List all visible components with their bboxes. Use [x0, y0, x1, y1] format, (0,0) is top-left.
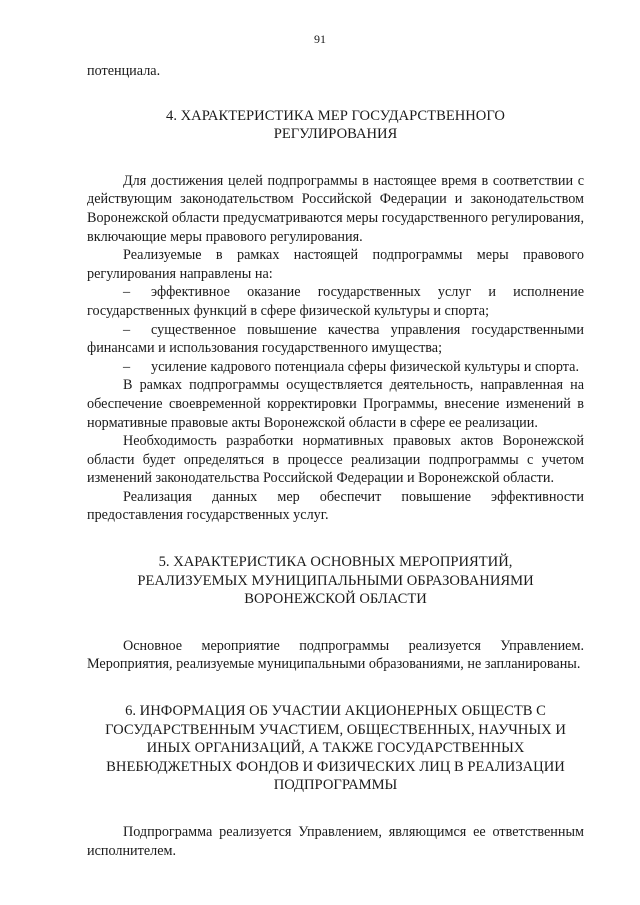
paragraph: Для достижения целей подпрограммы в настоящее время в соответствии с действующим законодательством Российской Федерации и законодательством Воронежской области предусматриваются меры государственного регулирования, включающие меры правового регулирования. — [87, 172, 584, 245]
paragraph: Реализация данных мер обеспечит повышение эффективности предоставления государственных услуг. — [87, 488, 584, 524]
list-item-text: усиление кадрового потенциала сферы физической культуры и спорта. — [151, 358, 579, 375]
list-item — [87, 358, 584, 377]
section-heading-line: ГОСУДАРСТВЕННЫМ УЧАСТИЕМ, ОБЩЕСТВЕННЫХ, НАУЧНЫХ И — [105, 721, 566, 738]
section-heading-line: РЕГУЛИРОВАНИЯ — [273, 126, 398, 143]
list-item — [87, 283, 584, 320]
bullet-dash: – — [123, 321, 131, 338]
section-6-heading — [87, 702, 584, 795]
section-heading-line: 6. ИНФОРМАЦИЯ ОБ УЧАСТИИ АКЦИОНЕРНЫХ ОБЩЕСТВ С — [125, 703, 546, 720]
section-heading-line: 4. ХАРАКТЕРИСТИКА МЕР ГОСУДАРСТВЕННОГО — [166, 107, 505, 124]
bullet-dash: – — [123, 358, 131, 375]
continuation-text: потенциала. — [87, 63, 161, 79]
section-6-body — [87, 823, 584, 860]
section-heading-line: ВОРОНЕЖСКОЙ ОБЛАСТИ — [244, 591, 427, 608]
document-body — [87, 62, 584, 860]
list-item — [87, 321, 584, 358]
list-item-text: эффективное оказание государственных услуг и исполнение государственных функций в сфере физической культуры и спорта; — [87, 284, 584, 319]
paragraph: Основное мероприятие подпрограммы реализуется Управлением. Мероприятия, реализуемые муниципальными образованиями, не запланированы. — [87, 637, 584, 673]
section-4-body — [87, 172, 584, 525]
bullet-dash: – — [123, 284, 131, 301]
page-number: 91 — [314, 32, 326, 46]
section-4-heading — [87, 107, 584, 144]
paragraph: В рамках подпрограммы осуществляется деятельность, направленная на обеспечение своевременной корректировки Программы, внесение изменений в нормативные правовые акты Воронежской области в сфере ее реализации. — [87, 377, 584, 431]
section-heading-line: ВНЕБЮДЖЕТНЫХ ФОНДОВ И ФИЗИЧЕСКИХ ЛИЦ В РЕАЛИЗАЦИИ — [106, 758, 565, 775]
section-heading-line: 5. ХАРАКТЕРИСТИКА ОСНОВНЫХ МЕРОПРИЯТИЙ, — [158, 554, 513, 571]
section-heading-line: РЕАЛИЗУЕМЫХ МУНИЦИПАЛЬНЫМИ ОБРАЗОВАНИЯМИ — [137, 572, 534, 589]
section-heading-line: ПОДПРОГРАММЫ — [273, 777, 398, 794]
list-item-text: существенное повышение качества управления государственными финансами и использования государственного имущества; — [87, 321, 584, 357]
section-heading-line: ИНЫХ ОРГАНИЗАЦИЙ, А ТАКЖЕ ГОСУДАРСТВЕННЫХ — [146, 740, 525, 757]
paragraph: Подпрограмма реализуется Управлением, являющимся ее ответственным исполнителем. — [87, 824, 584, 859]
paragraph: Необходимость разработки нормативных правовых актов Воронежской области будет определяться в процессе реализации подпрограммы с учетом изменений законодательства Российской Федерации и Воронежской области. — [87, 433, 584, 487]
paragraph: Реализуемые в рамках настоящей подпрограммы меры правового регулирования направлены на: — [87, 247, 584, 282]
section-5-heading — [87, 553, 584, 609]
section-5-body — [87, 637, 584, 674]
